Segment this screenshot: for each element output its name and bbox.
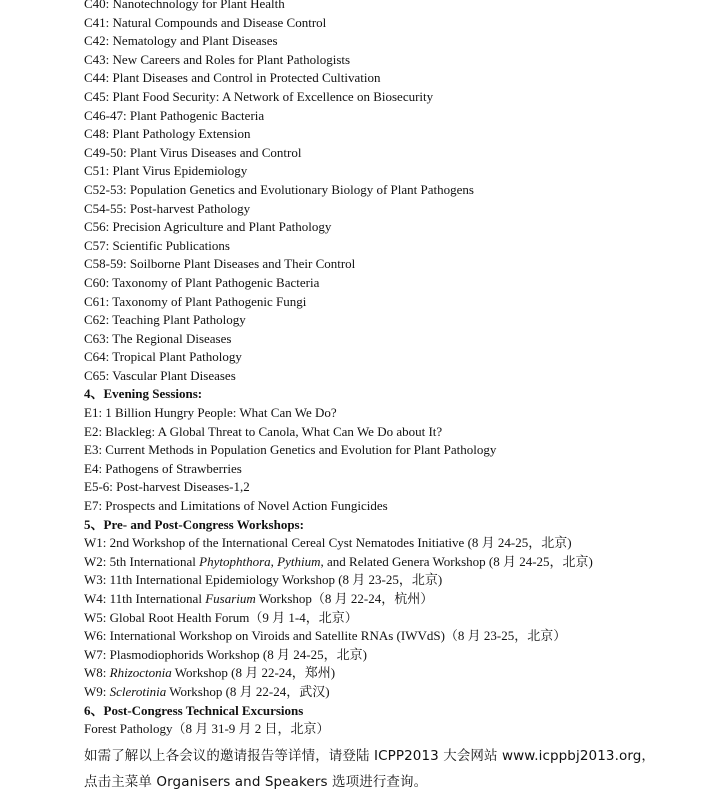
session-item: C43: New Careers and Roles for Plant Pathologists (84, 51, 351, 67)
section-heading: 4、Evening Sessions: (84, 386, 203, 402)
note-line: 点击主菜单 Organisers and Speakers 选项进行查询。 (84, 773, 428, 790)
workshop-item (84, 664, 714, 683)
evening-sessions (84, 385, 714, 515)
workshop-item (84, 683, 714, 702)
document-body (84, 0, 714, 795)
workshop-item (84, 553, 714, 572)
workshop-text: Workshop (8 月 22-24，郑州) (171, 665, 336, 681)
workshop-text: W8: (84, 665, 110, 681)
workshops (84, 516, 714, 702)
evening-item: E7: Prospects and Limitations of Novel Action Fungicides (84, 498, 388, 514)
genus-name: Rhizoctonia (109, 665, 172, 681)
workshop-item: W6: International Workshop on Viroids and Satellite RNAs (IWVdS)（8 月 23-25，北京） (84, 628, 567, 644)
session-item: C62: Teaching Plant Pathology (84, 312, 246, 328)
workshop-item: W3: 11th International Epidemiology Workshop (8 月 23-25，北京) (84, 572, 443, 588)
excursion-item: Forest Pathology（8 月 31-9 月 2 日，北京） (84, 721, 330, 737)
workshop-text: Workshop (8 月 22-24，武汉) (166, 683, 330, 699)
session-item: C61: Taxonomy of Plant Pathogenic Fungi (84, 293, 307, 309)
session-item: C44: Plant Diseases and Control in Protected Cultivation (84, 70, 381, 86)
evening-item: E3: Current Methods in Population Genetics and Evolution for Plant Pathology (84, 442, 497, 458)
evening-item: E5-6: Post-harvest Diseases-1,2 (84, 479, 250, 495)
session-item: C46-47: Plant Pathogenic Bacteria (84, 107, 265, 123)
session-item: C48: Plant Pathology Extension (84, 126, 251, 142)
section-heading: 5、Pre- and Post-Congress Workshops: (84, 516, 304, 532)
workshop-text: W4: 11th International (84, 591, 206, 606)
session-item: C51: Plant Virus Epidemiology (84, 163, 248, 179)
workshop-item: W5: Global Root Health Forum（9 月 1-4，北京） (84, 609, 358, 625)
session-item: C57: Scientific Publications (84, 237, 230, 253)
session-item: C63: The Regional Diseases (84, 330, 232, 346)
session-item: C58-59: Soilborne Plant Diseases and Their Control (84, 256, 356, 272)
workshop-text: Workshop（8 月 22-24，杭州） (255, 591, 434, 606)
workshop-text: W2: 5th International (84, 553, 200, 569)
session-item: C60: Taxonomy of Plant Pathogenic Bacteria (84, 274, 320, 290)
session-item: C42: Nematology and Plant Diseases (84, 33, 278, 49)
technical-excursions (84, 702, 714, 739)
note-line: 如需了解以上各会议的邀请报告等详情，请登陆 ICPP2013 大会网站 www.icppbj2013.org， (84, 747, 656, 764)
session-item: C54-55: Post-harvest Pathology (84, 200, 251, 216)
session-item: C40: Nanotechnology for Plant Health (84, 0, 285, 11)
workshop-item: W1: 2nd Workshop of the International Cereal Cyst Nematodes Initiative (8 月 24-25，北京) (84, 535, 572, 551)
separator: , (270, 553, 278, 569)
workshop-text: , and Related Genera Workshop (8 月 24-25，北京) (320, 553, 593, 569)
evening-item: E1: 1 Billion Hungry People: What Can We Do? (84, 405, 337, 421)
session-item: C56: Precision Agriculture and Plant Pathology (84, 219, 332, 235)
genus-name: Fusarium (205, 591, 256, 606)
workshop-item (84, 590, 714, 609)
genus-name: Sclerotinia (109, 683, 167, 699)
concurrent-sessions-list (84, 0, 714, 385)
session-item: C65: Vascular Plant Diseases (84, 367, 236, 383)
session-item: C45: Plant Food Security: A Network of Excellence on Biosecurity (84, 88, 434, 104)
session-item: C52-53: Population Genetics and Evolutionary Biology of Plant Pathogens (84, 181, 474, 197)
genus-name: Pythium (277, 553, 321, 569)
workshop-item: W7: Plasmodiophorids Workshop (8 月 24-25，北京) (84, 646, 367, 662)
website-note (84, 743, 714, 795)
session-item: C41: Natural Compounds and Disease Control (84, 14, 327, 30)
section-heading: 6、Post-Congress Technical Excursions (84, 702, 304, 718)
genus-name: Phytophthora (199, 553, 271, 569)
session-item: C49-50: Plant Virus Diseases and Control (84, 144, 302, 160)
evening-item: E2: Blackleg: A Global Threat to Canola, What Can We Do about It? (84, 423, 443, 439)
session-item: C64: Tropical Plant Pathology (84, 349, 242, 365)
workshop-text: W9: (84, 683, 110, 699)
evening-item: E4: Pathogens of Strawberries (84, 460, 242, 476)
